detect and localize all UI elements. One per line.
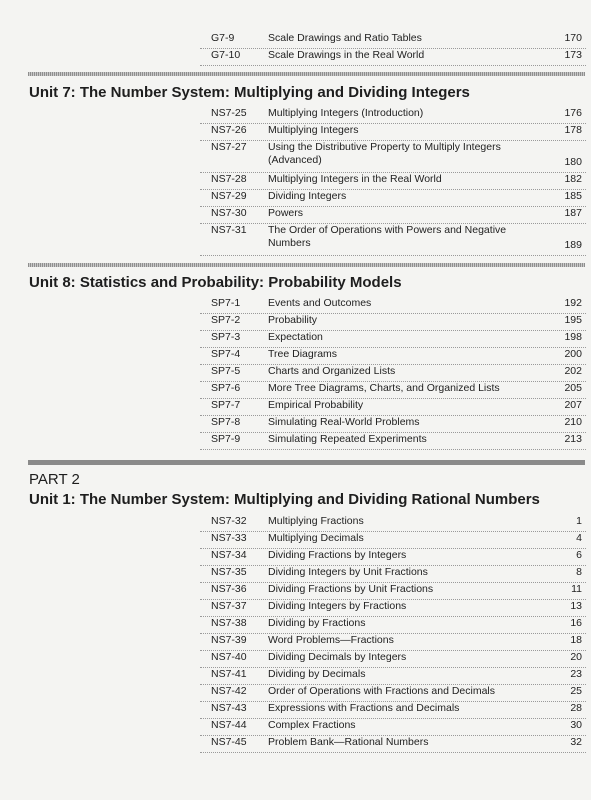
lesson-code: SP7-8 (211, 416, 241, 428)
toc-entry[interactable] (200, 513, 586, 530)
page-number: 187 (564, 207, 582, 219)
toc-entry[interactable] (200, 47, 586, 64)
page-number: 11 (571, 583, 582, 595)
lesson-title: Order of Operations with Fractions and Decimals (268, 685, 496, 697)
page-number: 25 (570, 685, 582, 697)
lesson-code: SP7-2 (211, 314, 241, 326)
lesson-title: Simulating Repeated Experiments (268, 433, 427, 445)
page-number: 4 (576, 532, 582, 544)
lesson-code: G7-9 (211, 32, 235, 44)
page-number: 23 (570, 668, 582, 680)
toc-entry[interactable] (200, 346, 586, 363)
toc-list-part-2-unit-1 (200, 513, 586, 751)
part-divider (28, 460, 585, 465)
lesson-code: SP7-5 (211, 365, 241, 377)
lesson-code: NS7-37 (211, 600, 247, 612)
lesson-code: NS7-25 (211, 107, 247, 119)
page-number: 189 (564, 239, 582, 251)
lesson-title: Dividing by Fractions (268, 617, 366, 629)
lesson-title: Dividing Integers by Fractions (268, 600, 407, 612)
lesson-title: Dividing Decimals by Integers (268, 651, 407, 663)
toc-entry[interactable] (200, 171, 586, 188)
page-number: 205 (564, 382, 582, 394)
toc-entry[interactable] (200, 615, 586, 632)
page-number: 180 (564, 156, 582, 168)
page-number: 170 (564, 32, 582, 44)
lesson-code: NS7-38 (211, 617, 247, 629)
page-number: 195 (564, 314, 582, 326)
lesson-code: NS7-28 (211, 173, 247, 185)
toc-entry[interactable] (200, 666, 586, 683)
lesson-title: Multiplying Fractions (268, 515, 364, 527)
toc-entry[interactable] (200, 139, 586, 171)
toc-entry[interactable] (200, 295, 586, 312)
toc-entry[interactable] (200, 312, 586, 329)
page-number: 210 (564, 416, 582, 428)
unit-8-heading: Unit 8: Statistics and Probability: Probability Models (29, 274, 402, 291)
toc-entry[interactable] (200, 649, 586, 666)
lesson-code: NS7-33 (211, 532, 247, 544)
lesson-code: SP7-7 (211, 399, 241, 411)
lesson-title: Charts and Organized Lists (268, 365, 396, 377)
toc-entry[interactable] (200, 397, 586, 414)
lesson-code: NS7-27 (211, 141, 247, 153)
lesson-code: NS7-42 (211, 685, 247, 697)
lesson-title: Multiplying Integers (Introduction) (268, 107, 424, 119)
lesson-code: NS7-40 (211, 651, 247, 663)
lesson-title: Multiplying Integers (268, 124, 359, 136)
page-number: 6 (576, 549, 582, 561)
part-2-unit-1-heading: Unit 1: The Number System: Multiplying and Dividing Rational Numbers (29, 491, 540, 508)
page-number: 1 (576, 515, 582, 527)
page-number: 213 (564, 433, 582, 445)
lesson-code: NS7-45 (211, 736, 247, 748)
lesson-title: Scale Drawings in the Real World (268, 49, 425, 61)
toc-entry[interactable] (200, 30, 586, 47)
toc-entry[interactable] (200, 222, 586, 254)
lesson-title: Expressions with Fractions and Decimals (268, 702, 460, 714)
toc-entry[interactable] (200, 329, 586, 346)
lesson-code: NS7-41 (211, 668, 247, 680)
lesson-title: Multiplying Decimals (268, 532, 364, 544)
toc-entry[interactable] (200, 581, 586, 598)
lesson-title: Dividing Integers by Unit Fractions (268, 566, 428, 578)
lesson-title: Dividing Fractions by Integers (268, 549, 407, 561)
part-2-heading: PART 2 (29, 471, 80, 488)
toc-entry[interactable] (200, 205, 586, 222)
page-number: 178 (564, 124, 582, 136)
lesson-code: SP7-4 (211, 348, 241, 360)
lesson-code: NS7-26 (211, 124, 247, 136)
lesson-code: G7-10 (211, 49, 241, 61)
lesson-code: NS7-31 (211, 224, 247, 236)
toc-entry[interactable] (200, 564, 586, 581)
page-number: 198 (564, 331, 582, 343)
dotted-rule (200, 752, 586, 753)
lesson-code: NS7-39 (211, 634, 247, 646)
page-number: 182 (564, 173, 582, 185)
page-number: 30 (570, 719, 582, 731)
lesson-title: Tree Diagrams (268, 348, 338, 360)
page-number: 202 (564, 365, 582, 377)
toc-entry[interactable] (200, 700, 586, 717)
lesson-title: Probability (268, 314, 318, 326)
lesson-code: NS7-35 (211, 566, 247, 578)
lesson-title: Expectation (268, 331, 323, 343)
toc-entry[interactable] (200, 598, 586, 615)
lesson-title: Scale Drawings and Ratio Tables (268, 32, 422, 44)
lesson-code: NS7-32 (211, 515, 247, 527)
lesson-title: Empirical Probability (268, 399, 364, 411)
toc-entry[interactable] (200, 530, 586, 547)
page-number: 18 (570, 634, 582, 646)
page-number: 8 (576, 566, 582, 578)
page-number: 185 (564, 190, 582, 202)
toc-entry[interactable] (200, 414, 586, 431)
toc-entry[interactable] (200, 683, 586, 700)
page-number: 13 (570, 600, 582, 612)
toc-list-unit-7 (200, 105, 586, 254)
page-number: 176 (564, 107, 582, 119)
lesson-title: Events and Outcomes (268, 297, 372, 309)
toc-entry[interactable] (200, 717, 586, 734)
page-number: 32 (570, 736, 582, 748)
toc-entry[interactable] (200, 105, 586, 122)
lesson-code: NS7-34 (211, 549, 247, 561)
lesson-title: Using the Distributive Property to Multiply Integers (Advanced) (268, 141, 501, 166)
toc-entry[interactable] (200, 363, 586, 380)
toc-list-top (200, 30, 586, 64)
toc-entry[interactable] (200, 380, 586, 397)
lesson-title: Problem Bank—Rational Numbers (268, 736, 429, 748)
lesson-title: Dividing by Decimals (268, 668, 366, 680)
toc-entry[interactable] (200, 431, 586, 448)
page-number: 173 (564, 49, 582, 61)
lesson-code: SP7-6 (211, 382, 241, 394)
lesson-title: Dividing Fractions by Unit Fractions (268, 583, 434, 595)
toc-entry[interactable] (200, 547, 586, 564)
toc-entry[interactable] (200, 188, 586, 205)
section-divider (28, 263, 585, 267)
lesson-code: NS7-36 (211, 583, 247, 595)
section-divider (28, 72, 585, 76)
lesson-code: SP7-3 (211, 331, 241, 343)
lesson-code: NS7-29 (211, 190, 247, 202)
lesson-title: Dividing Integers (268, 190, 347, 202)
page-number: 28 (570, 702, 582, 714)
lesson-code: SP7-1 (211, 297, 241, 309)
page-number: 192 (564, 297, 582, 309)
dotted-rule (200, 255, 586, 256)
page-number: 20 (570, 651, 582, 663)
lesson-title: Word Problems—Fractions (268, 634, 394, 646)
lesson-title: Complex Fractions (268, 719, 356, 731)
lesson-title: Powers (268, 207, 304, 219)
unit-7-heading: Unit 7: The Number System: Multiplying and Dividing Integers (29, 84, 470, 101)
lesson-code: NS7-30 (211, 207, 247, 219)
toc-entry[interactable] (200, 632, 586, 649)
page-number: 207 (564, 399, 582, 411)
lesson-code: NS7-44 (211, 719, 247, 731)
lesson-title: Multiplying Integers in the Real World (268, 173, 442, 185)
page-number: 16 (570, 617, 582, 629)
lesson-code: SP7-9 (211, 433, 241, 445)
dotted-rule (200, 449, 586, 450)
lesson-title: More Tree Diagrams, Charts, and Organized Lists (268, 382, 500, 394)
dotted-rule (200, 65, 586, 66)
lesson-title: Simulating Real-World Problems (268, 416, 420, 428)
toc-entry[interactable] (200, 122, 586, 139)
lesson-title: The Order of Operations with Powers and Negative Numbers (268, 224, 507, 249)
toc-list-unit-8 (200, 295, 586, 448)
lesson-code: NS7-43 (211, 702, 247, 714)
page-number: 200 (564, 348, 582, 360)
toc-entry[interactable] (200, 734, 586, 751)
